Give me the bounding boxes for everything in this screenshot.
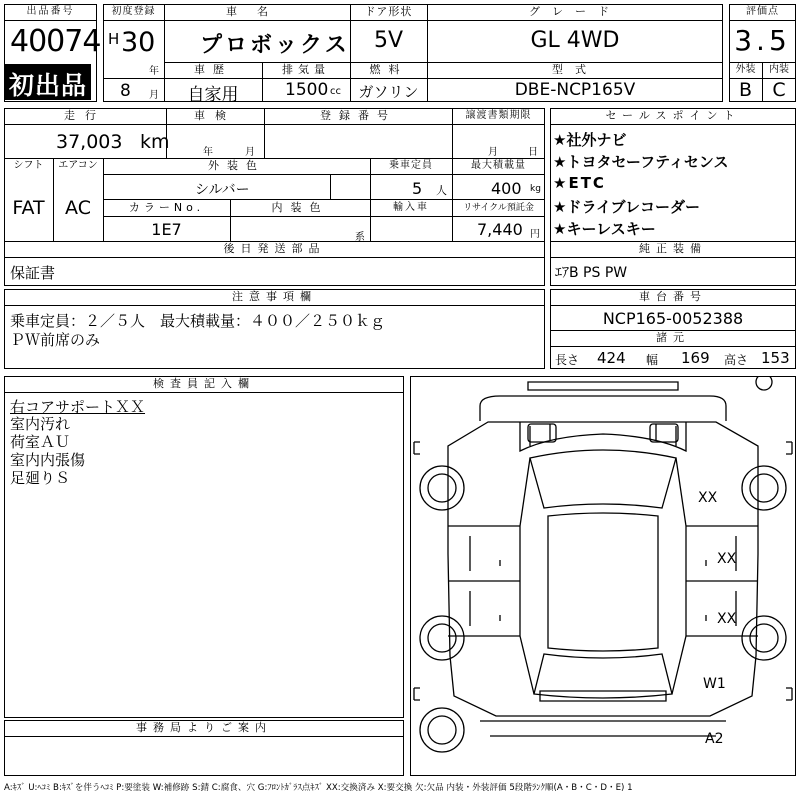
notes-label: 注意事項欄: [232, 290, 317, 303]
mileage-unit: km: [140, 131, 170, 153]
import-label: 輸入車: [393, 202, 429, 213]
int-color-label: 内装色: [271, 201, 329, 214]
shift-label: シフト: [13, 160, 44, 171]
standard-equipment-label: 純正装備: [639, 242, 707, 255]
capacity-label: 乗車定員: [389, 160, 433, 171]
width-label: 幅: [646, 353, 659, 367]
notes-line-2: ＰＷ前席のみ: [10, 331, 101, 349]
model-code-label: 型式: [552, 63, 598, 76]
interior-grade: C: [772, 79, 786, 101]
inspection-year-unit: 年: [203, 147, 213, 158]
aircon-value: AC: [65, 197, 91, 219]
width-value: 169: [681, 349, 710, 367]
sales-point-5: ★キーレスキー: [553, 220, 656, 238]
first-reg-year: 30: [121, 27, 156, 58]
legend-text: A:ｷｽﾞ U:ﾍｺﾐ B:ｷｽﾞを伴うﾍｺﾐ P:要塗装 W:補修跡 S:錆 C:腐食、穴 G:ﾌﾛﾝﾄｶﾞﾗｽ点ｷｽﾞ XX:交換済み X:要交換 欠:欠品 内装・外装評価 5段階ﾗﾝｸ順(A・B・C・D・E) 1: [4, 783, 633, 793]
interior-label: 内装: [769, 64, 789, 75]
plate-label: 登録番号: [320, 109, 396, 122]
int-color-unit: 系: [355, 232, 365, 243]
max-load-unit: kg: [530, 184, 541, 194]
inspector-line-1: 右コアサポートＸＸ: [10, 398, 146, 416]
exterior-grade: B: [738, 79, 753, 101]
listing-number-label: 出品番号: [26, 6, 75, 17]
first-reg-month: 8: [120, 81, 131, 101]
damage-mark-right-rear-door: XX: [717, 611, 737, 627]
damage-mark-rear-bumper: A2: [705, 731, 724, 747]
grade-value: GL 4WD: [530, 28, 620, 53]
sales-point-1: ★社外ナビ: [553, 131, 627, 149]
transfer-day-unit: 日: [528, 147, 538, 158]
displacement-label: 排気量: [282, 63, 330, 76]
fuel-value: ガソリン: [358, 83, 419, 101]
specs-label: 諸元: [656, 331, 690, 344]
shift-value: FAT: [12, 197, 45, 219]
ext-color-value: シルバー: [195, 182, 250, 198]
notes-line-1: 乗車定員：２／５人 最大積載量：４００／２５０ｋｇ: [10, 312, 386, 330]
listing-number: 40074: [10, 24, 101, 59]
sales-point-4: ★ドライブレコーダー: [553, 198, 700, 216]
chassis-number: NCP165-0052388: [602, 309, 744, 328]
inspection-month-unit: 月: [245, 147, 255, 158]
grade-label: グレード: [529, 5, 621, 18]
doors-label: ドア形状: [364, 5, 413, 18]
history-label: 車歴: [194, 63, 232, 76]
sales-points-label: セールスポイント: [605, 109, 741, 122]
inspection-label: 車検: [194, 109, 236, 122]
mileage-value: 37,003: [56, 131, 123, 153]
vehicle-name-label: 車名: [226, 5, 288, 18]
length-value: 424: [597, 349, 626, 367]
first-reg-label: 初度登録: [111, 6, 156, 17]
damage-mark-rear-quarter: W1: [703, 676, 726, 692]
month-unit: 月: [149, 90, 159, 101]
exterior-label: 外装: [735, 64, 756, 75]
doors-value: 5V: [373, 28, 404, 53]
score-label: 評価点: [746, 6, 779, 17]
transfer-month-unit: 月: [488, 147, 498, 158]
capacity-value: 5: [412, 179, 423, 198]
car-diagram: [410, 376, 796, 776]
first-listing-label: 初出品: [9, 71, 88, 100]
displacement-unit: cc: [330, 86, 341, 97]
inspector-line-3: 荷室ＡＵ: [10, 433, 71, 451]
aircon-label: エアコン: [58, 160, 98, 171]
ext-color-label: 外装色: [208, 159, 265, 172]
score-value: 3.5: [734, 24, 791, 57]
era-prefix: H: [108, 30, 120, 48]
inspector-line-5: 足廻りＳ: [10, 469, 71, 487]
height-label: 高さ: [724, 353, 749, 367]
displacement-value: 1500: [285, 80, 329, 100]
inspector-line-2: 室内汚れ: [10, 415, 71, 433]
recycle-label: リサイクル預託金: [463, 203, 534, 213]
deferred-parts-value: 保証書: [10, 264, 56, 282]
length-label: 長さ: [555, 353, 580, 367]
max-load-value: 400: [491, 179, 522, 198]
recycle-unit: 円: [530, 229, 540, 240]
mileage-label: 走行: [64, 109, 106, 122]
capacity-unit: 人: [436, 184, 447, 197]
history-value: 自家用: [187, 85, 239, 105]
damage-mark-right-front-door: XX: [717, 551, 737, 567]
model-code-value: DBE-NCP165V: [514, 80, 636, 100]
inspector-label: 検査員記入欄: [153, 377, 255, 390]
year-unit: 年: [149, 66, 159, 77]
vehicle-name: プロボックス: [200, 33, 350, 58]
office-label: 事務局よりご案内: [136, 721, 272, 734]
recycle-value: 7,440: [477, 220, 523, 239]
color-no-label: カラーNo.: [128, 201, 205, 214]
height-value: 153: [761, 349, 790, 367]
standard-equipment-value: ｴｱB PS PW: [555, 265, 628, 281]
sales-point-2: ★トヨタセーフティセンス: [553, 153, 729, 171]
color-no-value: 1E7: [151, 220, 182, 239]
max-load-label: 最大積載量: [471, 160, 526, 171]
fuel-label: 燃料: [369, 63, 408, 76]
inspector-line-4: 室内内張傷: [10, 451, 86, 469]
damage-mark-core-support: XX: [698, 490, 718, 506]
chassis-label: 車台番号: [639, 290, 707, 303]
sales-point-3: ★ETC: [553, 174, 606, 192]
deferred-parts-label: 後日発送部品: [223, 242, 326, 255]
transfer-label: 譲渡書類期限: [465, 110, 532, 121]
